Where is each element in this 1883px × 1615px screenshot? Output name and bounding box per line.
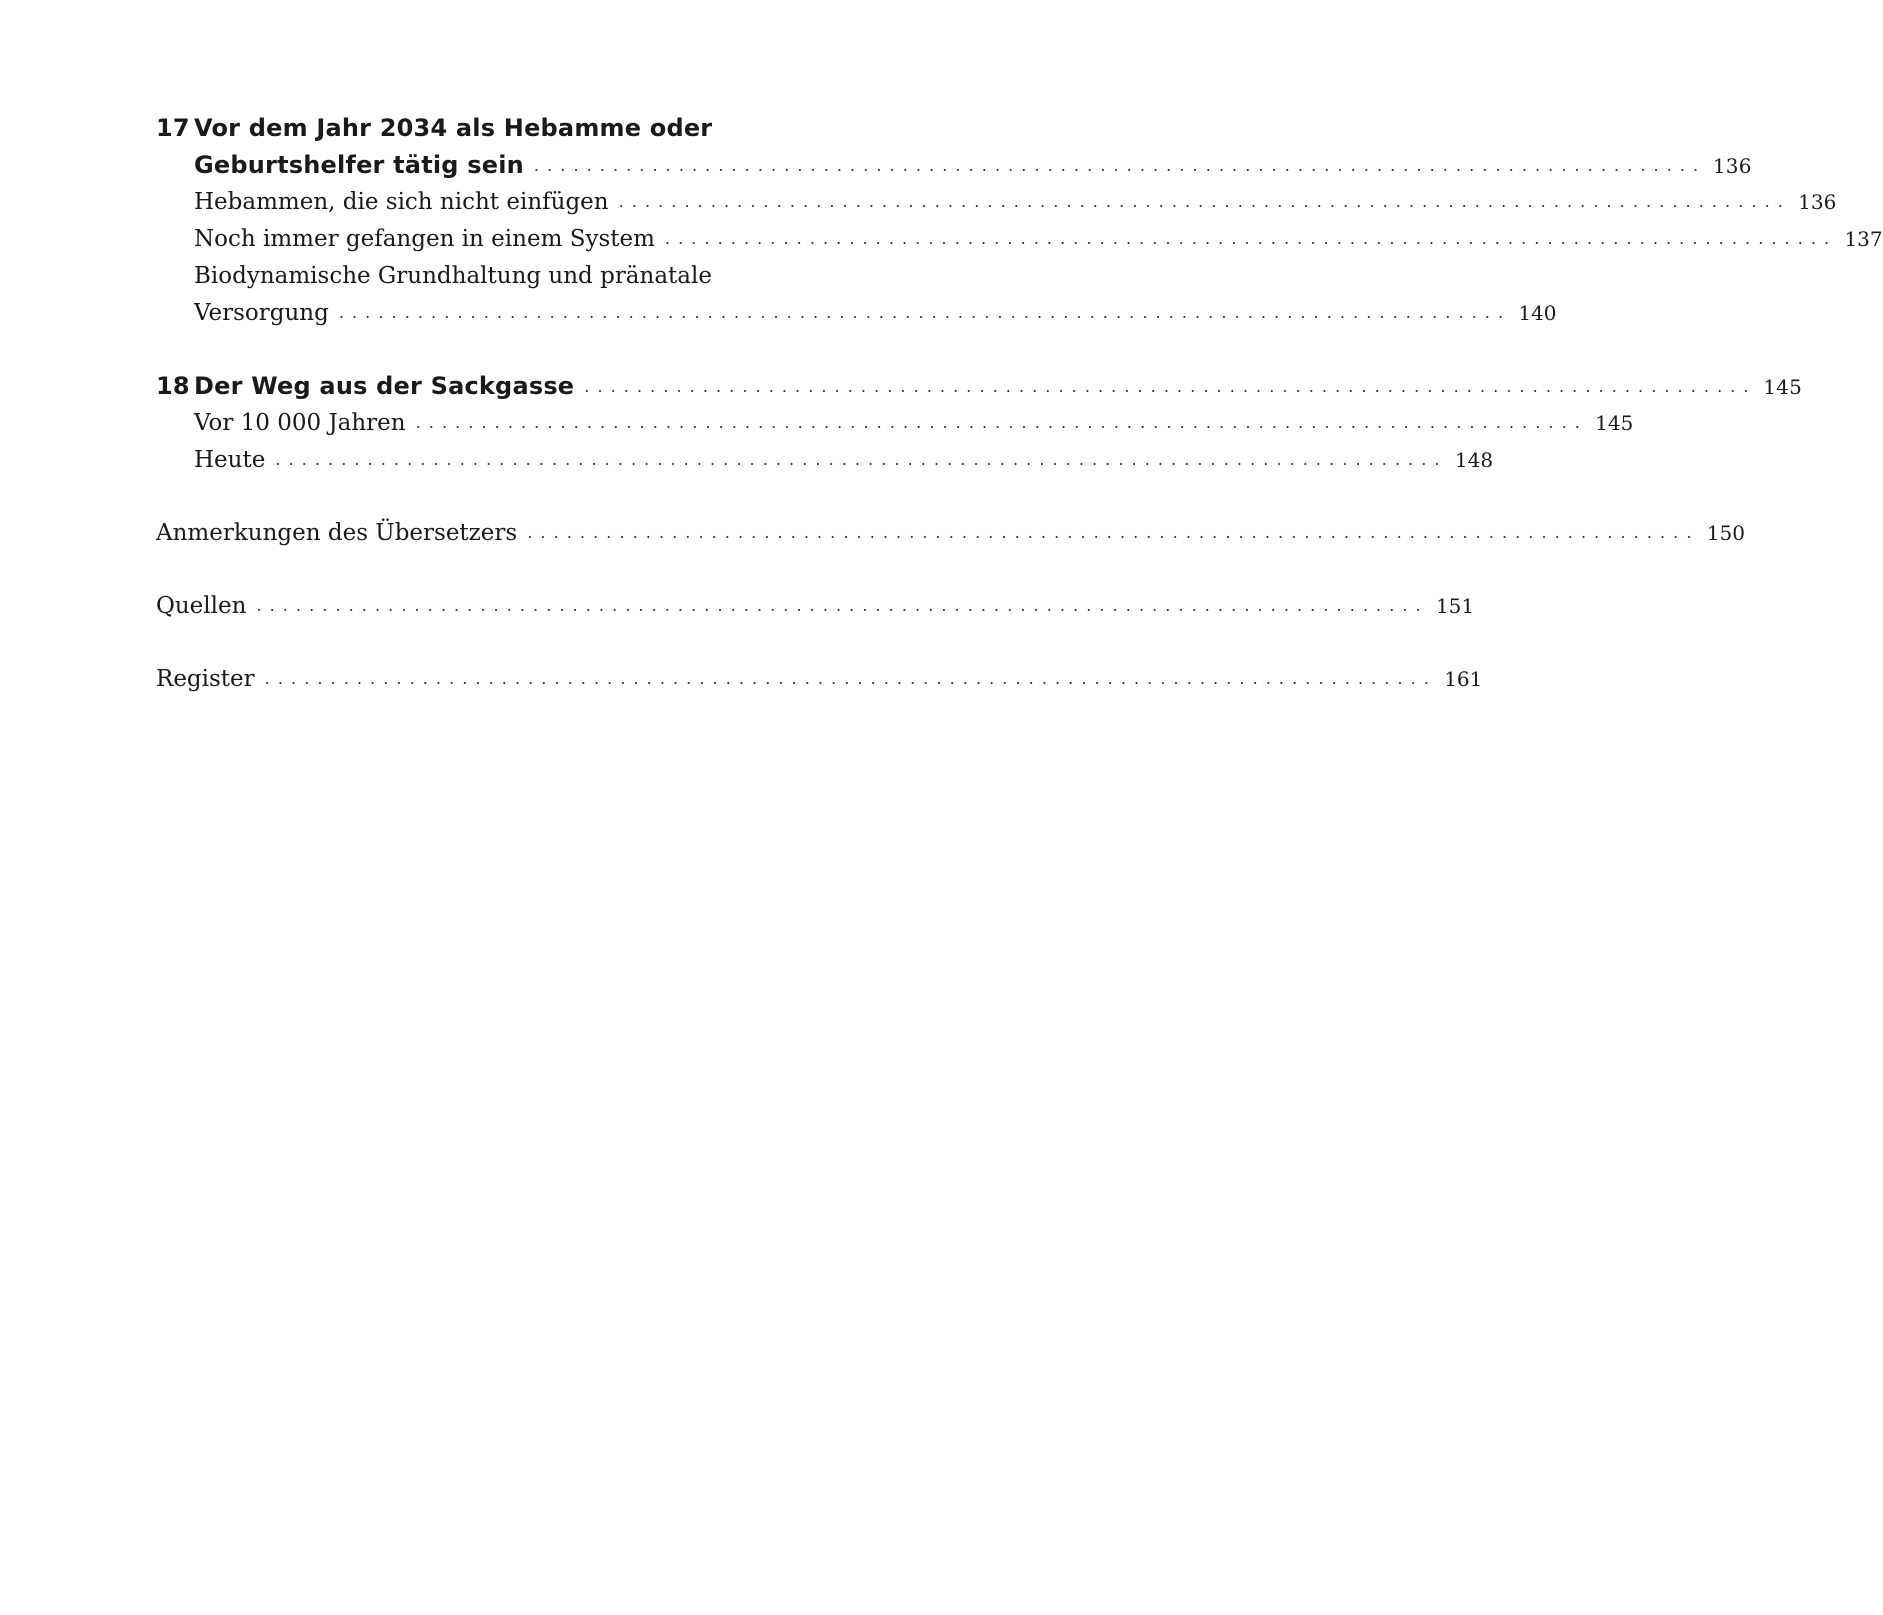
section-title: Heute xyxy=(194,447,266,473)
toc-section[interactable] xyxy=(156,295,1557,332)
section-title: Hebammen, die sich nicht einfügen xyxy=(194,189,609,215)
toc-entry[interactable] xyxy=(156,110,901,147)
section-title: Versorgung xyxy=(194,300,329,326)
page-number: 137 xyxy=(1844,227,1883,251)
dot-leader xyxy=(275,441,1439,478)
dot-leader xyxy=(584,368,1748,405)
entry-title: Quellen xyxy=(156,593,247,619)
dot-leader xyxy=(256,587,1420,624)
dot-leader xyxy=(416,404,1580,441)
toc-chapter-17 xyxy=(156,110,1883,332)
toc-section[interactable] xyxy=(156,442,1494,479)
section-title: Biodynamische Grundhaltung und pränatale xyxy=(194,263,712,289)
dot-leader xyxy=(619,183,1783,220)
page-number: 136 xyxy=(1712,154,1752,178)
chapter-number: 18 xyxy=(156,372,190,400)
toc-appendix-sources xyxy=(156,588,1475,625)
page-number: 145 xyxy=(1763,375,1802,399)
chapter-title: Der Weg aus der Sackgasse xyxy=(194,372,575,400)
toc-section[interactable] xyxy=(156,258,901,295)
entry-title: Register xyxy=(156,666,255,692)
toc-chapter-18 xyxy=(156,368,1802,479)
toc-entry[interactable] xyxy=(156,515,1745,552)
chapter-title: Vor dem Jahr 2034 als Hebamme oder xyxy=(194,114,713,142)
toc-appendix-index xyxy=(156,661,1483,698)
chapter-title: Geburtshelfer tätig sein xyxy=(194,151,524,179)
section-title: Noch immer gefangen in einem System xyxy=(194,226,655,252)
toc-section[interactable] xyxy=(156,221,1883,258)
page-number: 151 xyxy=(1435,594,1475,618)
page-number: 145 xyxy=(1595,411,1634,435)
chapter-number: 17 xyxy=(156,114,190,142)
toc-entry[interactable] xyxy=(156,588,1475,625)
toc-section[interactable] xyxy=(156,184,1837,221)
toc-section[interactable] xyxy=(156,405,1634,442)
dot-leader xyxy=(665,220,1829,257)
page-number: 140 xyxy=(1518,301,1557,325)
dot-leader xyxy=(339,294,1503,331)
page-number: 150 xyxy=(1706,521,1745,545)
dot-leader xyxy=(265,660,1429,697)
section-title: Vor 10 000 Jahren xyxy=(194,410,406,436)
toc-entry[interactable] xyxy=(156,147,1752,184)
page-number: 161 xyxy=(1444,667,1483,691)
toc-entry[interactable] xyxy=(156,661,1483,698)
entry-title: Anmerkungen des Übersetzers xyxy=(156,520,518,546)
page-number: 136 xyxy=(1798,190,1837,214)
dot-leader xyxy=(527,514,1691,551)
dot-leader xyxy=(534,147,1698,184)
toc-appendix-notes xyxy=(156,515,1745,552)
table-of-contents xyxy=(156,110,1883,734)
page-number: 148 xyxy=(1454,448,1494,472)
toc-entry[interactable] xyxy=(156,368,1802,405)
